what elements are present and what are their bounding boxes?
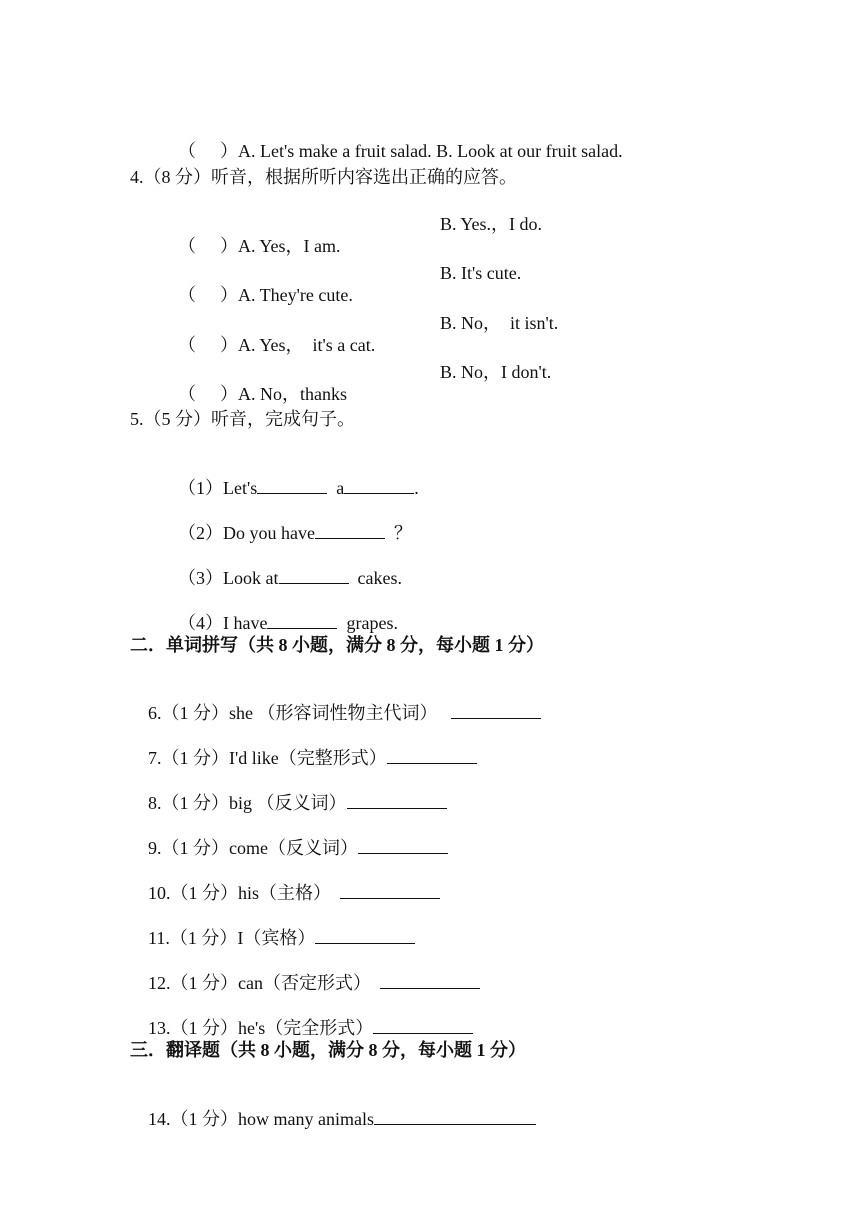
q5-item-1: （1）Let's a . (178, 478, 419, 498)
q4-row-4: （ ）A. No，thanks B. No，I don't. (178, 362, 552, 404)
fill-blank[interactable] (257, 476, 327, 494)
q4-row-2: （ ）A. They're cute. B. It's cute. (178, 263, 522, 305)
q4-row-2-option-a: A. They're cute. (238, 285, 353, 305)
q7: 7.（1 分）I'd like（完整形式） (130, 724, 477, 791)
q4-row-1-option-b: B. Yes.，I do. (440, 214, 543, 234)
q6: 6.（1 分）she （形容词性物主代词） (130, 679, 541, 746)
q4-row-1-option-a: A. Yes，I am. (238, 236, 341, 256)
q5-item-2: （2）Do you have ？ (178, 523, 412, 543)
fill-blank[interactable] (340, 881, 440, 899)
q4-row-3-option-a: A. Yes， it's a cat. (238, 335, 376, 355)
fill-blank[interactable] (358, 836, 448, 854)
fill-blank[interactable] (315, 926, 415, 944)
fill-blank[interactable] (374, 1107, 536, 1125)
fill-blank[interactable] (267, 611, 337, 629)
answer-paren-close: ） (220, 141, 238, 161)
q8: 8.（1 分）big （反义词） (130, 769, 447, 836)
fill-blank[interactable] (344, 476, 414, 494)
answer-paren-open: （ (178, 141, 196, 161)
fill-blank[interactable] (315, 521, 385, 539)
fill-blank[interactable] (387, 746, 477, 764)
q13: 13.（1 分）he's（完全形式） (130, 994, 473, 1061)
q11: 11.（1 分）I（宾格） (130, 904, 415, 971)
q4-row-3-option-b: B. No， it isn't. (440, 313, 559, 333)
q4-row-1: （ ）A. Yes，I am. B. Yes.，I do. (178, 214, 543, 256)
q5-item-3: （3）Look at cakes. (178, 568, 402, 588)
fill-blank[interactable] (279, 566, 349, 584)
q4-row-4-option-b: B. No，I don't. (440, 362, 552, 382)
q12: 12.（1 分）can（否定形式） (130, 949, 480, 1016)
fill-blank[interactable] (451, 701, 541, 719)
q14: 14.（1 分）how many animals (130, 1085, 536, 1152)
q4-row-2-option-b: B. It's cute. (440, 263, 522, 283)
q4-row-3: （ ）A. Yes， it's a cat. B. No， it isn't. (178, 313, 559, 355)
q10: 10.（1 分）his（主格） (130, 859, 440, 926)
q5-item-4: （4）I have grapes. (178, 613, 398, 633)
section-2-title: 二．单词拼写（共 8 小题，满分 8 分，每小题 1 分） (130, 635, 544, 655)
q4-row-4-option-a: A. No，thanks (238, 384, 347, 404)
q4-stem: 4.（8 分）听音，根据所听内容选出正确的应答。 (130, 167, 517, 187)
fill-blank[interactable] (373, 1016, 473, 1034)
q3-options-text: A. Let's make a fruit salad. B. Look at our fruit salad. (238, 141, 623, 161)
fill-blank[interactable] (380, 971, 480, 989)
q5-stem: 5.（5 分）听音，完成句子。 (130, 409, 355, 429)
section-3-title: 三．翻译题（共 8 小题，满分 8 分，每小题 1 分） (130, 1040, 526, 1060)
q9: 9.（1 分）come（反义词） (130, 814, 448, 881)
fill-blank[interactable] (347, 791, 447, 809)
